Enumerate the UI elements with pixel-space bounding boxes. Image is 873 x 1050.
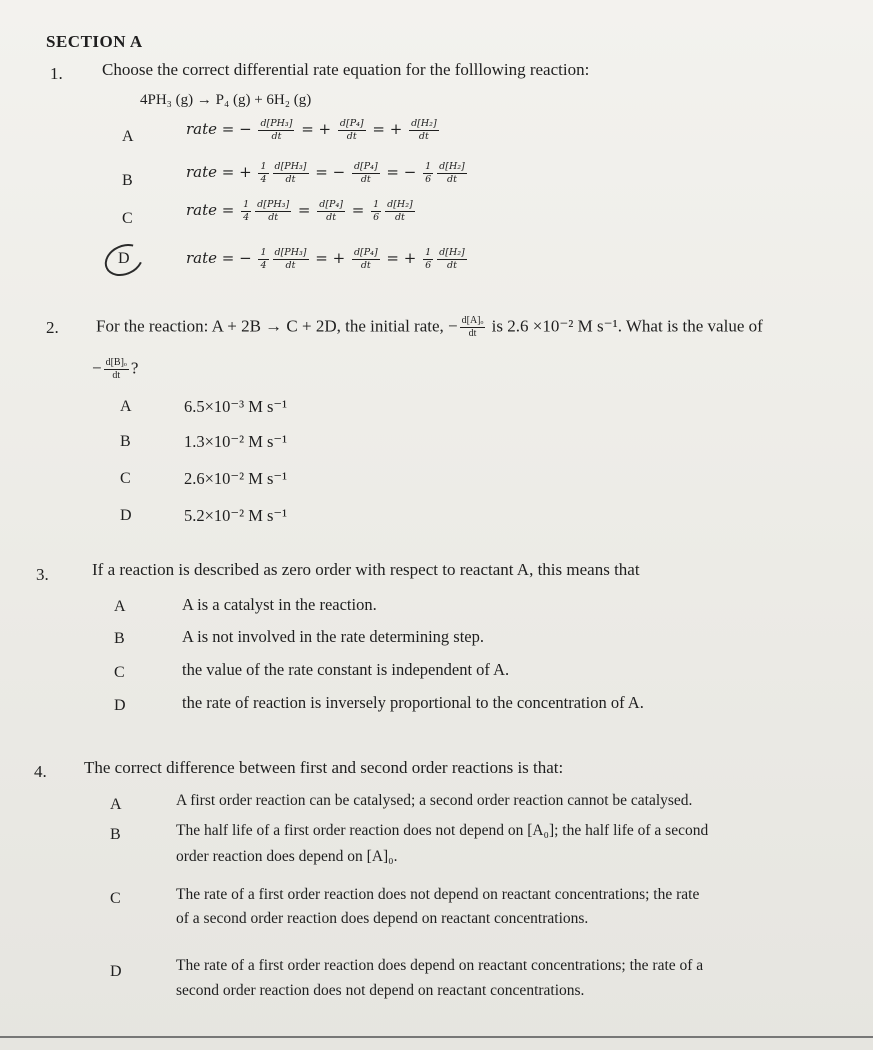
q2-option-b-text[interactable]: 1.3×10⁻² M s⁻¹ (184, 432, 288, 451)
q4-option-d-letter[interactable]: D (110, 963, 122, 980)
question-1-reaction: 4PH₃ (g) → P₄ (g) + 6H₂ (g) (140, 92, 312, 108)
q4-option-a-letter[interactable]: A (110, 796, 122, 813)
q1-option-d-letter[interactable]: D (118, 250, 130, 267)
question-3-number: 3. (36, 565, 49, 584)
q3-option-b-text[interactable]: A is not involved in the rate determining step. (182, 627, 484, 646)
q4-option-d-line-2[interactable]: second order reaction does not depend on reactant concentrations. (176, 982, 585, 999)
q2-option-c-text[interactable]: 2.6×10⁻² M s⁻¹ (184, 469, 288, 488)
question-1-number: 1. (50, 64, 63, 83)
q4-option-a-text[interactable]: A first order reaction can be catalysed; a second order reaction cannot be catalysed. (176, 792, 693, 809)
q2-option-d-text[interactable]: 5.2×10⁻² M s⁻¹ (184, 506, 288, 525)
q4-option-d-line-1[interactable]: The rate of a first order reaction does depend on reactant concentrations; the rate of a (176, 957, 704, 974)
q4-option-c-letter[interactable]: C (110, 890, 121, 907)
question-2-ask: − $\frac{\text{d[B]ₒ}}{dt}$ ? (92, 357, 139, 381)
q1-option-c-equation[interactable]: rate = $\frac{1}{4}$ $\frac{\text{d[PH₃]}}{dt}$ = $\frac{\text{d[P₄]}}{dt}$ = $\frac{1}{6}$ $\frac{\text{d[H₂]}}{dt}$ (186, 199, 413, 223)
q1-option-d-equation[interactable]: rate = − $\frac{1}{4}$ $\frac{\text{d[PH₃]}}{dt}$ = + $\frac{\text{d[P₄]}}{dt}$ = + $\frac{1}{6}$ $\frac{\text{d[H₂]}}{dt}$ (186, 247, 465, 271)
q4-option-b-letter[interactable]: B (110, 826, 121, 843)
q2-option-b-letter[interactable]: B (120, 433, 131, 450)
q3-option-d-letter[interactable]: D (114, 697, 126, 714)
q3-option-c-text[interactable]: the value of the rate constant is independent of A. (182, 660, 510, 679)
q3-option-d-text[interactable]: the rate of reaction is inversely proportional to the concentration of A. (182, 693, 644, 712)
q2-option-d-letter[interactable]: D (120, 507, 132, 524)
page-bottom-edge (0, 1036, 873, 1038)
q3-option-a-text[interactable]: A is a catalyst in the reaction. (182, 595, 377, 614)
q2-option-a-letter[interactable]: A (120, 398, 132, 415)
q4-option-c-line-1[interactable]: The rate of a first order reaction does not depend on reactant concentrations; the rate (176, 886, 700, 903)
section-title: SECTION A (46, 32, 143, 51)
q4-option-b-line-1[interactable]: The half life of a first order reaction does not depend on [A₀]; the half life of a second (176, 822, 709, 839)
question-4-number: 4. (34, 762, 47, 781)
q3-option-c-letter[interactable]: C (114, 664, 125, 681)
q1-option-c-letter[interactable]: C (122, 210, 133, 227)
q2-option-a-text[interactable]: 6.5×10⁻³ M s⁻¹ (184, 397, 288, 416)
q1-option-a-equation[interactable]: rate = − $\frac{\text{d[PH₃]}}{dt}$ = + $\frac{\text{d[P₄]}}{dt}$ = + $\frac{\text{d[H₂]}}{dt}$ (186, 118, 437, 142)
question-2-number: 2. (46, 318, 59, 337)
q3-option-b-letter[interactable]: B (114, 630, 125, 647)
q4-option-c-line-2[interactable]: of a second order reaction does depend on reactant concentrations. (176, 910, 589, 927)
q4-option-b-line-2[interactable]: order reaction does depend on [A]₀. (176, 848, 398, 865)
q1-option-b-equation[interactable]: rate = + $\frac{1}{4}$ $\frac{\text{d[PH₃]}}{dt}$ = − $\frac{\text{d[P₄]}}{dt}$ = − $\frac{1}{6}$ $\frac{\text{d[H₂]}}{dt}$ (186, 161, 465, 185)
question-3-text: If a reaction is described as zero order with respect to reactant A, this means that (92, 560, 640, 579)
question-1-text: Choose the correct differential rate equation for the folllowing reaction: (102, 60, 590, 79)
q2-option-c-letter[interactable]: C (120, 470, 131, 487)
q3-option-a-letter[interactable]: A (114, 598, 126, 615)
question-2-text: For the reaction: A + 2B → C + 2D, the initial rate, − $\frac{\text{d[A]ₒ}}{dt}$ is 2.6 ×10⁻² M s⁻¹. What is the value of (96, 315, 763, 339)
question-4-text: The correct difference between first and second order reactions is that: (84, 758, 564, 777)
q1-option-a-letter[interactable]: A (122, 128, 134, 145)
q1-option-b-letter[interactable]: B (122, 172, 133, 189)
